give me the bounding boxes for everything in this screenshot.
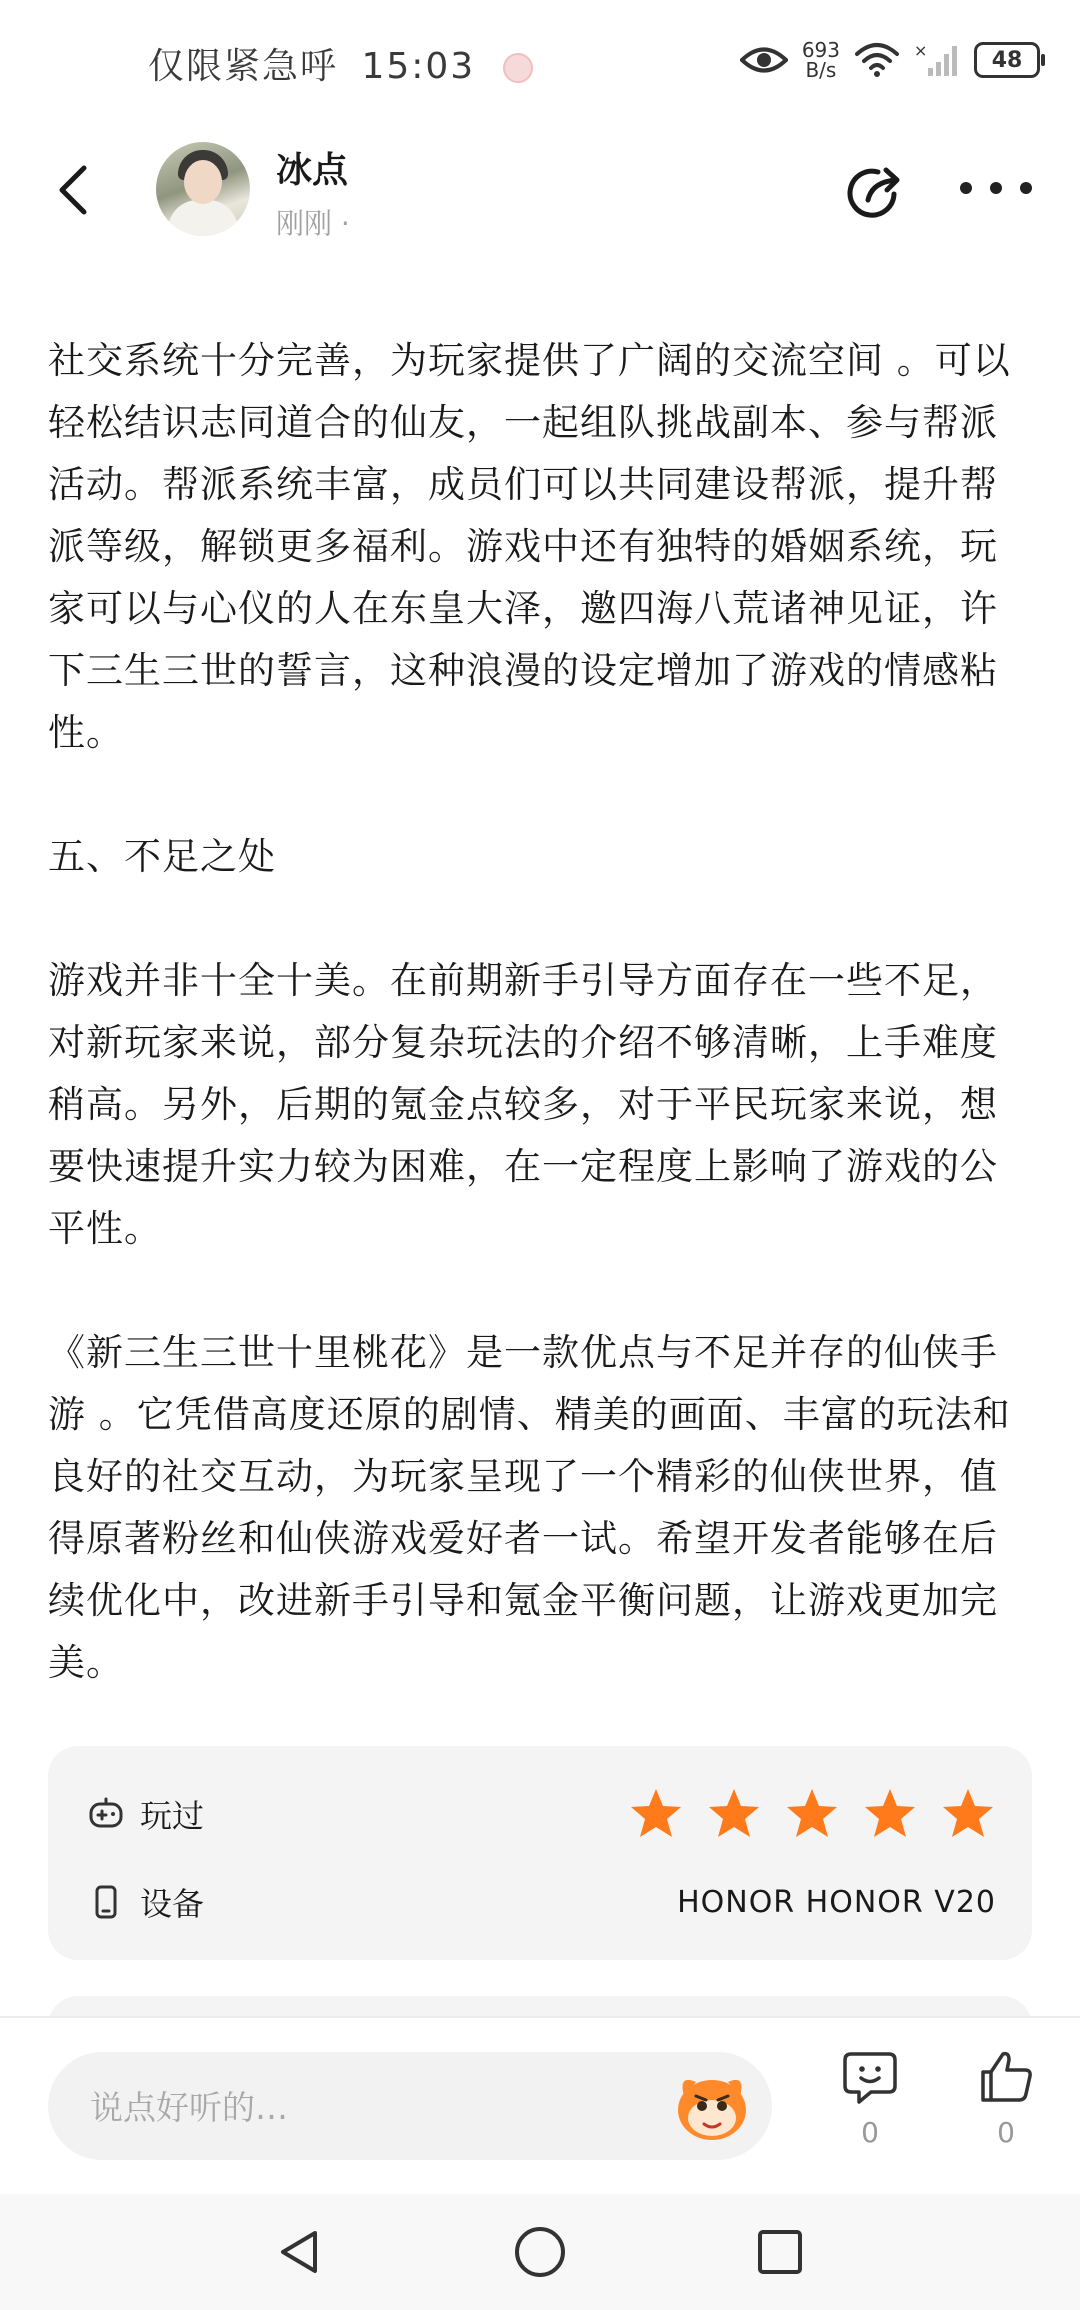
net-speed-value: 693 [801, 38, 840, 62]
battery-level: 48 [991, 47, 1023, 73]
section-heading: 五、不足之处 [48, 835, 276, 878]
paragraph-social: 社交系统十分完善，为玩家提供了广阔的交流空间 。可以轻松结识志同道合的仙友，一起组队挑战副本、参与帮派活动。帮派系统丰富，成员们可以共同建设帮派，提升帮派等级，解锁更多福利。游戏中还有独特的婚姻系统，玩家可以与心仪的人在东皇大泽，邀四海八荒诸神见证，许下三生三世的誓言，这种浪漫的设定增加了游戏的情感粘性。 [48, 339, 1011, 754]
status-right [740, 30, 1040, 90]
more-options-icon[interactable] [960, 182, 1032, 204]
carrier-text: 仅限紧急呼 [148, 46, 339, 87]
post-header [0, 130, 1080, 260]
system-nav-bar [0, 2194, 1080, 2310]
review-info-card [48, 1746, 1032, 1960]
eye-icon [740, 45, 788, 75]
square-recents-icon [755, 2227, 805, 2277]
signal-icon [914, 42, 960, 78]
paragraph-shortcomings: 游戏并非十全十美。在前期新手引导方面存在一些不足，对新玩家来说，部分复杂玩法的介绍不够清晰，上手难度稍高。另外，后期的氪金点较多，对于平民玩家来说，想要快速提升实力较为困难，在一定程度上影响了游戏的公平性。 [48, 959, 998, 1250]
back-icon[interactable] [46, 160, 106, 220]
star-icon [940, 1786, 996, 1842]
gamepad-icon [88, 1796, 124, 1832]
star-icon [862, 1786, 918, 1842]
bottom-action-bar [0, 2018, 1080, 2194]
comment-count: 0 [861, 2116, 879, 2149]
comment-input[interactable] [88, 2052, 652, 2162]
star-icon [628, 1786, 684, 1842]
wifi-icon [854, 42, 900, 78]
avatar[interactable] [156, 142, 250, 236]
status-bar [0, 0, 1080, 130]
nav-home-button[interactable] [510, 2222, 570, 2282]
star-icon [784, 1786, 840, 1842]
nav-recents-button[interactable] [750, 2222, 810, 2282]
svg-text:×: × [914, 42, 928, 60]
comment-box[interactable] [48, 2052, 772, 2160]
played-row [88, 1784, 996, 1844]
phone-icon [88, 1884, 124, 1920]
comment-action[interactable] [830, 2048, 910, 2149]
author-name[interactable]: 冰点 [276, 150, 349, 191]
net-speed-unit: B/s [805, 58, 837, 82]
device-row [88, 1872, 996, 1932]
comment-icon[interactable] [841, 2048, 899, 2106]
device-label: 设备 [140, 1885, 205, 1923]
notification-icon [503, 53, 533, 83]
clock: 15:03 [361, 46, 476, 87]
rating-stars [628, 1786, 996, 1842]
mascot-emoji-icon[interactable] [672, 2066, 752, 2146]
post-time: 刚刚 · [276, 207, 350, 240]
star-icon [706, 1786, 762, 1842]
status-left [148, 38, 533, 89]
nav-back-button[interactable] [270, 2222, 330, 2282]
like-count: 0 [997, 2116, 1015, 2149]
thumbs-up-icon[interactable] [977, 2048, 1035, 2106]
battery-icon [974, 42, 1040, 78]
like-action[interactable] [966, 2048, 1046, 2149]
share-icon[interactable] [842, 160, 908, 226]
played-label: 玩过 [140, 1797, 205, 1835]
paragraph-conclusion: 《新三生三世十里桃花》是一款优点与不足并存的仙侠手游 。它凭借高度还原的剧情、精美的画面、丰富的玩法和良好的社交互动，为玩家呈现了一个精彩的仙侠世界，值得原著粉丝和仙侠游戏爱好者一试。希望开发者能够在后续优化中，改进新手引导和氪金平衡问题，让游戏更加完美。 [48, 1331, 1011, 1684]
post-content [48, 330, 1032, 1694]
device-value: HONOR HONOR V20 [677, 1884, 996, 1920]
net-speed [802, 40, 840, 80]
triangle-back-icon [275, 2227, 325, 2277]
circle-home-icon [513, 2225, 567, 2279]
